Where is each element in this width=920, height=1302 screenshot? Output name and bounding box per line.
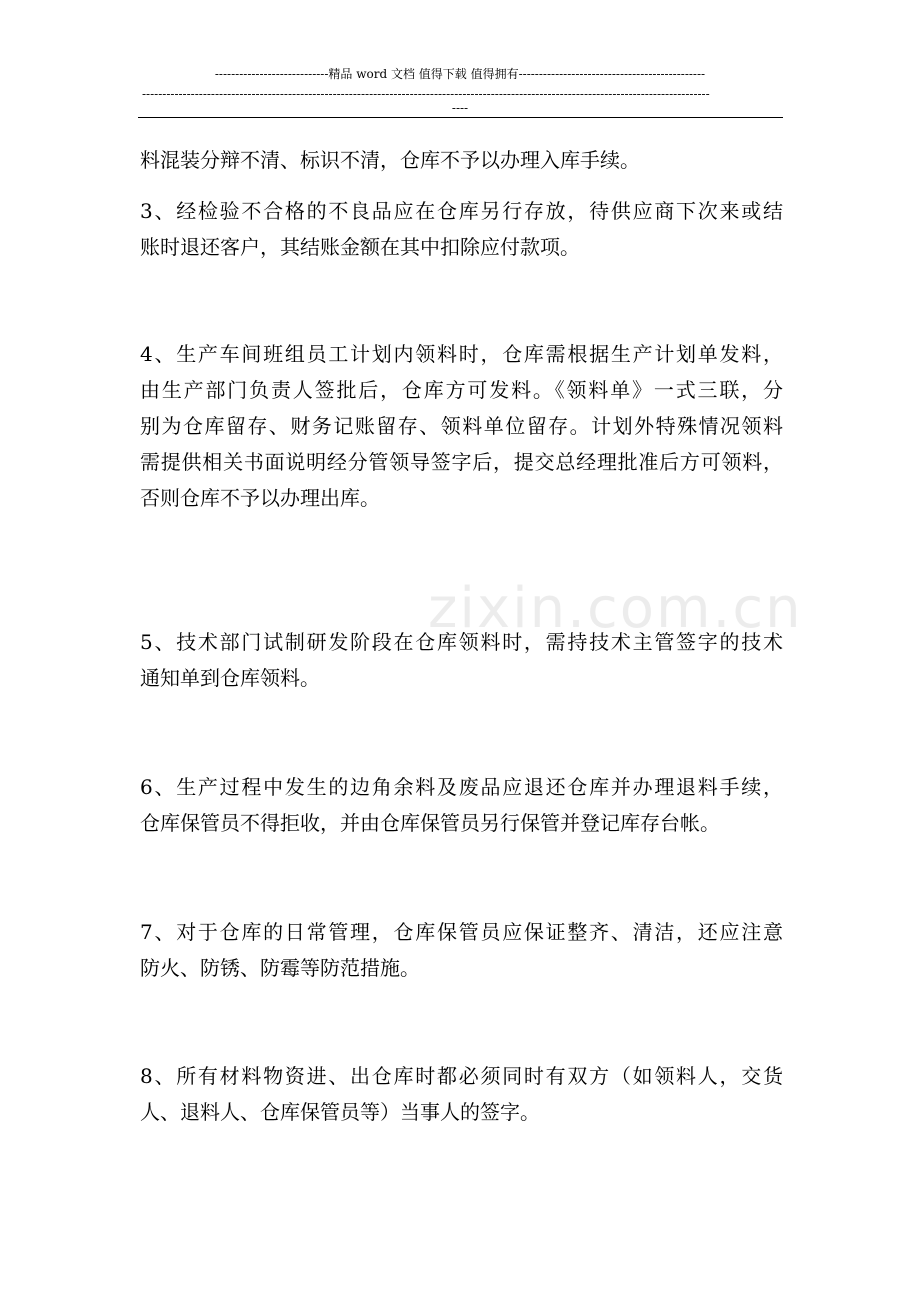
paragraph-line: 需提供相关书面说明经分管领导签字后，提交总经理批准后方可领料，	[140, 450, 783, 474]
paragraph-item-3	[140, 199, 783, 260]
paragraph-item-7	[140, 920, 783, 981]
header-dash-tail: ----	[451, 101, 469, 115]
paragraph-line: 别为仓库留存、财务记账留存、领料单位留存。计划外特殊情况领料	[140, 414, 783, 438]
paragraph-line: 通知单到仓库领料。	[140, 666, 320, 690]
paragraph-item-5	[140, 630, 783, 691]
header-rule	[138, 117, 783, 118]
header-banner-text: ----------------------------精品 word 文档 值得下载 值得拥有----------------------------------------------	[214, 67, 706, 81]
paragraph-continuation	[140, 148, 783, 173]
paragraph-line: 料混装分辩不清、标识不清，仓库不予以办理入库手续。	[140, 148, 640, 172]
paragraph-line: 5、技术部门试制研发阶段在仓库领料时，需持技术主管签字的技术	[140, 630, 783, 654]
paragraph-item-8	[140, 1064, 783, 1125]
watermark-text: zixin.com.cn	[428, 576, 803, 641]
paragraph-line: 防火、防锈、防霉等防范措施。	[140, 956, 420, 980]
paragraph-item-4	[140, 342, 783, 511]
paragraph-line: 仓库保管员不得拒收，并由仓库保管员另行保管并登记库存台帐。	[140, 811, 720, 835]
paragraph-line: 账时退还客户，其结账金额在其中扣除应付款项。	[140, 235, 580, 259]
header-dash-line: --------------------------------------------------------------------------------------------------------------------------------------------	[142, 87, 710, 101]
paragraph-item-6	[140, 775, 783, 836]
paragraph-line: 人、退料人、仓库保管员等）当事人的签字。	[140, 1100, 540, 1124]
paragraph-line: 由生产部门负责人签批后，仓库方可发料。《领料单》一式三联，分	[140, 378, 783, 402]
paragraph-line: 否则仓库不予以办理出库。	[140, 486, 380, 510]
paragraph-line: 7、对于仓库的日常管理，仓库保管员应保证整齐、清洁，还应注意	[140, 920, 783, 944]
paragraph-line: 4、生产车间班组员工计划内领料时，仓库需根据生产计划单发料，	[140, 342, 783, 366]
paragraph-line: 3、经检验不合格的不良品应在仓库另行存放，待供应商下次来或结	[140, 199, 783, 223]
paragraph-line: 8、所有材料物资进、出仓库时都必须同时有双方（如领料人，交货	[140, 1064, 783, 1088]
paragraph-line: 6、生产过程中发生的边角余料及废品应退还仓库并办理退料手续，	[140, 775, 783, 799]
